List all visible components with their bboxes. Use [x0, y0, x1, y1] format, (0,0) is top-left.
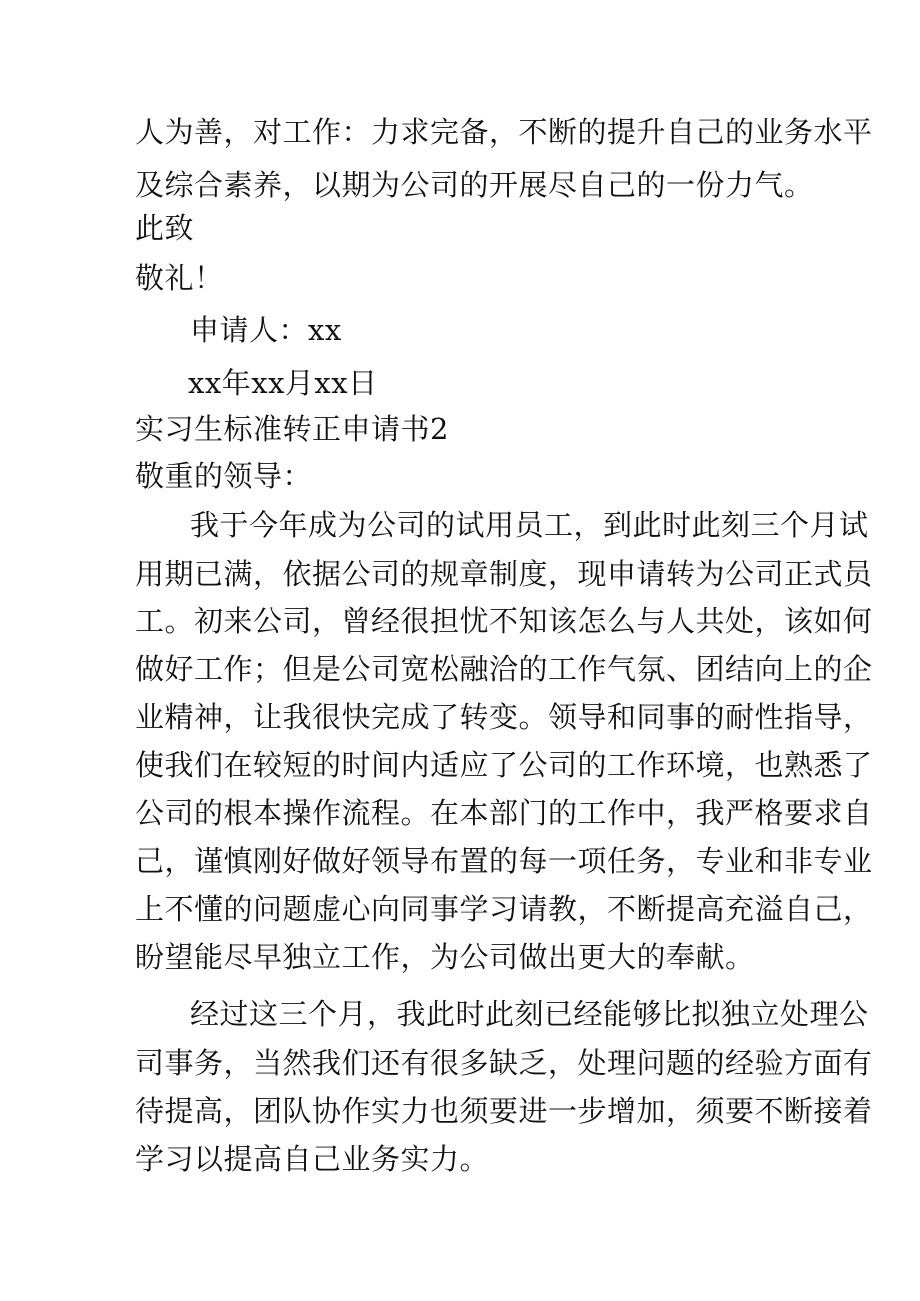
closing-jingli: 敬礼！	[135, 261, 224, 295]
paragraph1-line-5: 业精神，让我很快完成了转变。领导和同事的耐性指导，	[135, 700, 873, 734]
paragraph1-line-6: 使我们在较短的时间内适应了公司的工作环境，也熟悉了	[135, 748, 873, 782]
paragraph1-line-4: 做好工作；但是公司宽松融洽的工作气氛、团结向上的企	[135, 652, 873, 686]
closing-zhici: 此致	[135, 211, 195, 245]
paragraph2-line-1: 经过这三个月，我此时此刻已经能够比拟独立处理公	[190, 997, 869, 1031]
paragraph2-line-3: 待提高，团队协作实力也须要进一步增加，须要不断接着	[135, 1094, 873, 1128]
paragraph2-line-2: 司事务，当然我们还有很多缺乏，处理问题的经验方面有	[135, 1046, 873, 1080]
salutation: 敬重的领导：	[135, 459, 313, 493]
paragraph1-line-2: 用期已满，依据公司的规章制度，现申请转为公司正式员	[135, 557, 873, 591]
applicant-line: 申请人：xx	[190, 313, 342, 347]
paragraph1-line-1: 我于今年成为公司的试用员工，到此时此刻三个月试	[190, 508, 869, 542]
paragraph1-line-3: 工。初来公司，曾经很担忧不知该怎么与人共处，该如何	[135, 604, 873, 638]
intro-line-1: 人为善，对工作：力求完备，不断的提升自己的业务水平	[135, 115, 873, 149]
intro-line-2: 及综合素养，以期为公司的开展尽自己的一份力气。	[135, 168, 814, 202]
section-title: 实习生标准转正申请书2	[135, 412, 449, 446]
date-line: xx年xx月xx日	[188, 366, 378, 400]
paragraph1-line-7: 公司的根本操作流程。在本部门的工作中，我严格要求自	[135, 796, 873, 830]
paragraph1-line-10: 盼望能尽早独立工作，为公司做出更大的奉献。	[135, 940, 755, 974]
paragraph2-line-4: 学习以提高自己业务实力。	[135, 1142, 490, 1176]
paragraph1-line-8: 己，谨慎刚好做好领导布置的每一项任务，专业和非专业	[135, 844, 873, 878]
paragraph1-line-9: 上不懂的问题虚心向同事学习请教，不断提高充溢自己，	[135, 892, 873, 926]
